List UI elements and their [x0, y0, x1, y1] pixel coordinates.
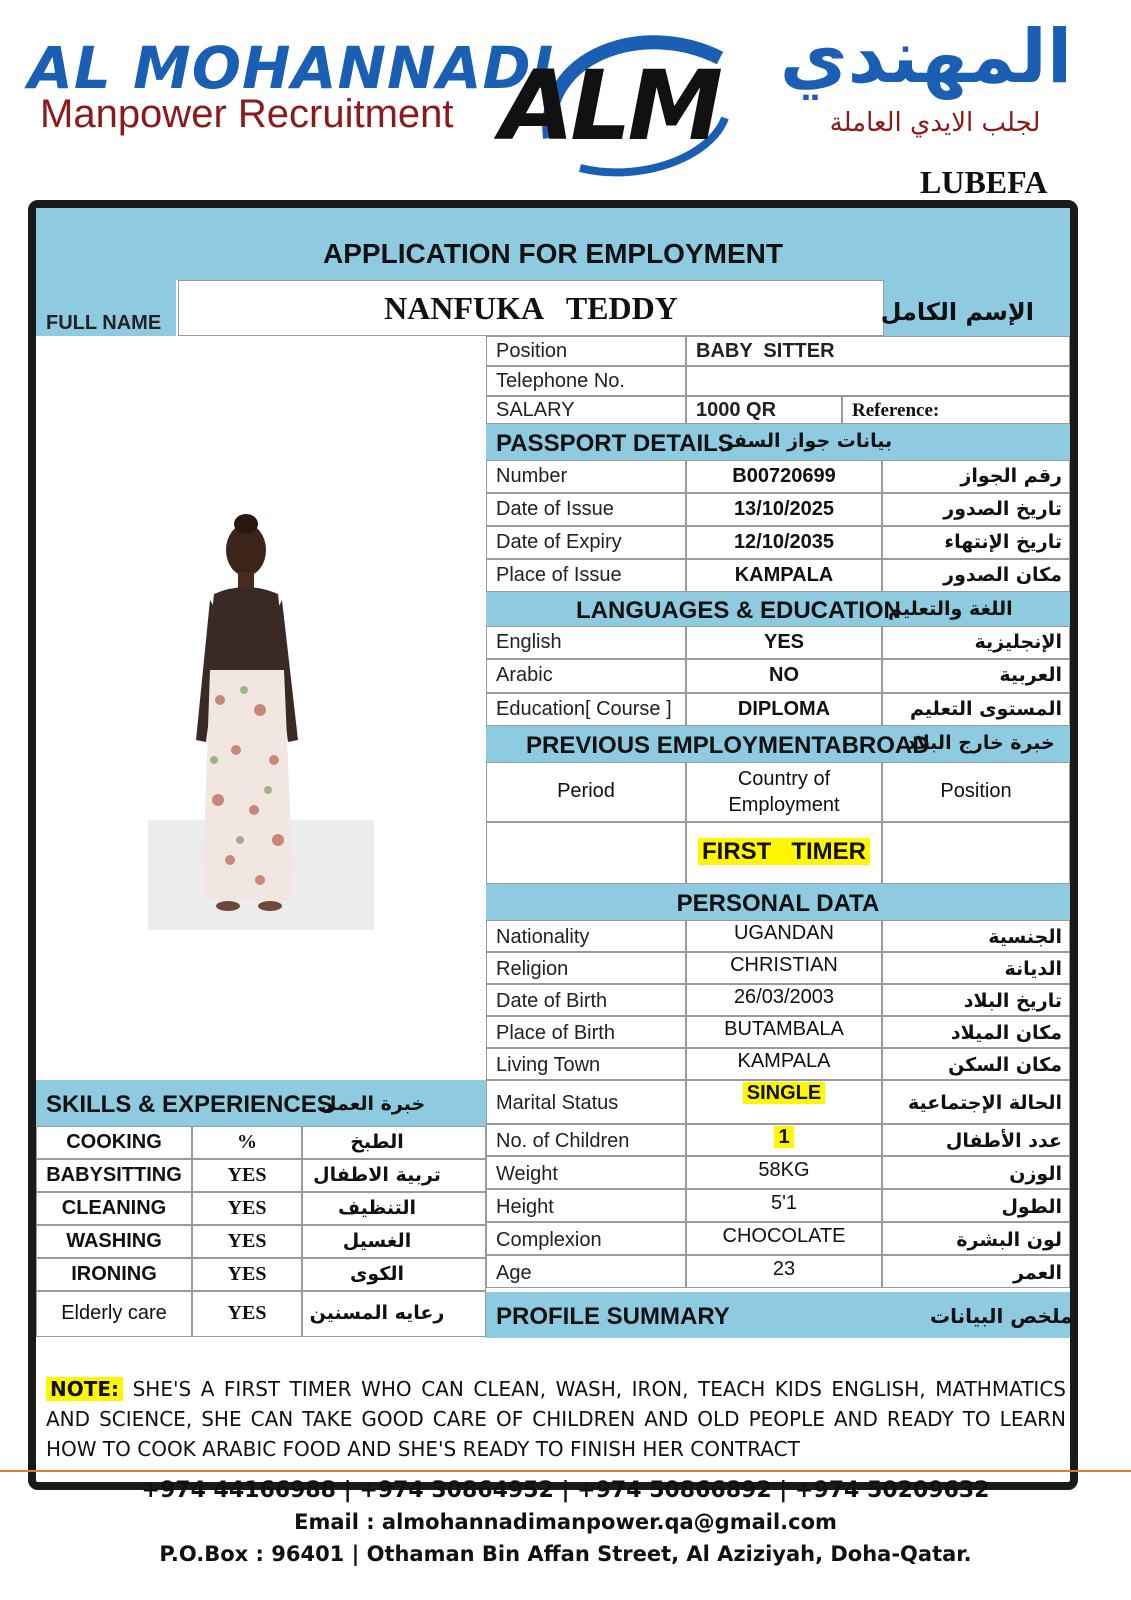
profile-heading-ar: ملخص البيانات [930, 1304, 1073, 1328]
row-label: Height [496, 1196, 554, 1218]
row-label-ar: الوزن [1009, 1163, 1062, 1185]
employment-heading: PREVIOUS EMPLOYMENTABROAD [526, 732, 930, 759]
row-value: 12/10/2035 [733, 531, 835, 553]
row-value: 26/03/2003 [733, 986, 835, 1008]
skills-heading-ar: خبرة العمل [320, 1093, 426, 1115]
row-value: KAMPALA [737, 1050, 831, 1072]
row-value: CHOCOLATE [722, 1225, 846, 1247]
skill-value: YES [227, 1197, 267, 1219]
row-value: CHRISTIAN [730, 954, 838, 976]
row-label-ar: مكان السكن [948, 1054, 1062, 1076]
note-label: NOTE: [46, 1377, 123, 1401]
company-tagline-ar: لجلب الايدي العاملة [829, 108, 1041, 138]
row-label: Religion [496, 958, 569, 980]
employment-col-position: Position [940, 780, 1012, 802]
row-value: BUTAMBALA [724, 1018, 844, 1040]
skills-heading: SKILLS & EXPERIENCES [46, 1091, 333, 1118]
row-label: Place of Birth [496, 1022, 615, 1044]
skill-label-ar: الطبخ [350, 1131, 404, 1153]
row-label: Complexion [496, 1229, 602, 1251]
salary-label: SALARY [496, 399, 575, 421]
company-name-en: AL MOHANNADI [28, 34, 555, 102]
employment-country-value: FIRST TIMER [698, 838, 870, 865]
full-name-value: NANFUKA TEDDY [384, 290, 678, 326]
note-text: SHE'S A FIRST TIMER WHO CAN CLEAN, WASH, IRON, TEACH KIDS ENGLISH, MATHMATICS AND SCIENCE, SHE CAN TAKE GOOD CARE OF CHILDREN AND OLD PEOPLE AND READY TO LEARN HOW TO COOK ARABIC FOOD AND SHE'S READY TO FINISH HER CONTRACT [46, 1377, 1066, 1461]
skill-value: YES [227, 1164, 267, 1186]
footer-divider [0, 1470, 1131, 1472]
row-value: 5'1 [770, 1192, 798, 1214]
form-title: APPLICATION FOR EMPLOYMENT [323, 238, 783, 269]
row-label: Marital Status [496, 1092, 619, 1114]
passport-heading: PASSPORT DETAILS [496, 430, 734, 457]
skill-label-ar: رعايه المسنين [309, 1302, 445, 1324]
skill-label: COOKING [66, 1131, 162, 1153]
logo-mark: ALM [500, 50, 719, 162]
row-label: Age [496, 1262, 532, 1284]
highlighted-value: SINGLE [743, 1082, 825, 1104]
row-value: DIPLOMA [737, 697, 831, 720]
position-value: BABY SITTER [696, 340, 835, 362]
skill-value: YES [227, 1230, 267, 1252]
row-label-ar: تاريخ الإنتهاء [944, 531, 1062, 553]
footer-email: Email : almohannadimanpower.qa@gmail.com [294, 1510, 837, 1534]
row-label: Date of Issue [496, 498, 614, 520]
row-label: English [496, 631, 562, 653]
skill-value: % [237, 1131, 257, 1153]
skill-label: IRONING [71, 1263, 157, 1285]
row-label-ar: الطول [1001, 1196, 1062, 1218]
full-name-label: FULL NAME [46, 312, 162, 334]
skill-label-ar: الغسيل [342, 1230, 412, 1252]
employment-col-country: Country of Employment [728, 768, 840, 816]
company-name-ar: المهندي [779, 14, 1073, 100]
row-label-ar: المستوى التعليم [910, 697, 1062, 720]
reference-code: LUBEFA [920, 164, 1048, 200]
row-label: Date of Expiry [496, 531, 622, 553]
row-label-ar: الحالة الإجتماعية [908, 1092, 1062, 1114]
row-label: Arabic [496, 664, 553, 687]
skill-label: Elderly care [61, 1302, 167, 1324]
row-label: Living Town [496, 1054, 601, 1076]
skill-label-ar: الكوى [349, 1263, 405, 1285]
row-value: B00720699 [732, 465, 836, 487]
row-label-ar: مكان الميلاد [950, 1022, 1062, 1044]
employment-heading-ar: خبرة خارج البلاد [906, 732, 1055, 754]
row-label: Number [496, 465, 568, 487]
profile-heading: PROFILE SUMMARY [496, 1303, 730, 1330]
row-value: 58KG [758, 1159, 810, 1181]
row-label: Weight [496, 1163, 558, 1185]
row-value: NO [769, 664, 799, 687]
row-label-ar: مكان الصدور [943, 564, 1062, 586]
highlighted-value: 1 [774, 1126, 793, 1148]
salary-value: 1000 QR [696, 399, 777, 421]
row-label-ar: الديانة [1004, 958, 1062, 980]
row-label: No. of Children [496, 1130, 630, 1152]
row-label-ar: عدد الأطفال [945, 1130, 1062, 1152]
row-value: 13/10/2025 [733, 498, 835, 520]
row-label: Date of Birth [496, 990, 608, 1012]
row-label: Education[ Course ] [496, 697, 672, 720]
row-label: Place of Issue [496, 564, 622, 586]
row-value: 23 [772, 1258, 796, 1280]
full-name-ar: الإسم الكامل [880, 298, 1034, 326]
row-label: Nationality [496, 926, 590, 948]
skill-label: CLEANING [61, 1197, 167, 1219]
row-label-ar: لون البشرة [956, 1229, 1062, 1251]
row-value [686, 1082, 882, 1105]
row-value: YES [763, 631, 805, 653]
employment-col-period: Period [557, 780, 615, 802]
row-label-ar: العربية [999, 664, 1062, 687]
row-value [686, 1126, 882, 1149]
skill-value: YES [227, 1302, 267, 1324]
languages-heading: LANGUAGES & EDUCATION [576, 597, 901, 624]
position-label: Position [496, 340, 568, 362]
skill-value: YES [227, 1263, 267, 1285]
row-label-ar: رقم الجواز [960, 465, 1062, 487]
row-label-ar: تاريخ الصدور [943, 498, 1062, 520]
footer-phones: +974 44166988 | +974 30864952 | +974 50866892 | +974 50209632 [141, 1478, 990, 1503]
note-paragraph [46, 1374, 1066, 1464]
row-label-ar: الإنجليزية [974, 631, 1062, 653]
footer-address: P.O.Box : 96401 | Othaman Bin Affan Street, Al Aziziyah, Doha-Qatar. [159, 1542, 972, 1566]
row-value: KAMPALA [734, 564, 834, 586]
skill-label-ar: تربية الاطفال [313, 1164, 441, 1186]
reference-label: Reference: [852, 400, 940, 421]
company-tagline-en: Manpower Recruitment [40, 92, 454, 136]
skill-label: WASHING [66, 1230, 162, 1252]
skill-label: BABYSITTING [46, 1164, 182, 1186]
passport-heading-ar: بيانات جواز السفر [722, 430, 893, 452]
row-label-ar: العمر [1013, 1262, 1062, 1284]
row-value: UGANDAN [733, 922, 834, 944]
personal-heading: PERSONAL DATA [676, 890, 880, 917]
telephone-label: Telephone No. [496, 370, 625, 392]
languages-heading-ar: اللغة والتعليم [888, 598, 1013, 620]
row-label-ar: تاريخ البلاد [963, 990, 1062, 1012]
candidate-photo [190, 510, 320, 920]
row-label-ar: الجنسية [988, 926, 1062, 948]
skill-label-ar: التنظيف [337, 1197, 417, 1219]
